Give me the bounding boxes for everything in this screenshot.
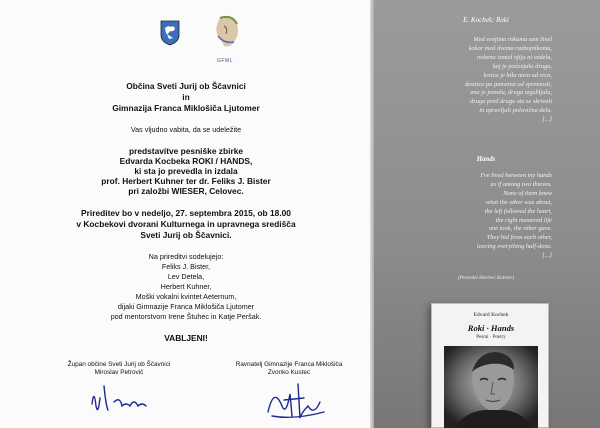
poem-line: Med svojima rokama sem živel	[473, 36, 552, 43]
poem-line: druga pred drugo sta se skrivali	[470, 98, 552, 106]
presentation-line: pri založbi WIESER, Celovec.	[128, 186, 244, 196]
participants-line: Feliks J. Bister,	[161, 262, 211, 271]
poem-line: the left followed the heart,	[484, 207, 552, 215]
participants-line: pod mentorstvom Irene Štuhec in Katje Peršak.	[110, 312, 262, 321]
event-line: Sveti Jurij ob Ščavnici.	[140, 230, 232, 240]
signatory-left-name: Miroslav Petrovič	[94, 369, 144, 376]
poem-line: in opravljali polovična dela.	[479, 107, 552, 115]
host-line-1: Občina Sveti Jurij ob Ščavnici	[126, 81, 246, 91]
poem-line: [...]	[542, 252, 552, 260]
book-author: Edvard Kocbek	[473, 312, 509, 318]
poem-line: levica je bila nora od srca,	[483, 71, 552, 79]
presentation-line: ki sta jo prevedla in izdala	[134, 166, 238, 176]
translator-credit: (Prevedel Herbert Kuhner)	[457, 275, 515, 281]
invite-line: Vas vljudno vabita, da se udeležite	[130, 125, 242, 134]
gfml-logo-text: GFML	[217, 58, 233, 64]
signature-right	[258, 376, 338, 424]
signatory-right-role: Ravnatelj Gimnazije Franca Miklošiča	[235, 361, 343, 368]
poem-line: kakor med dvema razbojnikoma,	[468, 44, 552, 52]
participants-line: Moški vokalni kvintet Aeternum,	[135, 292, 237, 301]
poem-title: E. Kocbek: Roki	[463, 16, 509, 24]
host-line-2: in	[182, 92, 190, 102]
participants-line: dijaki Gimnazije Franca Miklošiča Ljutomer	[117, 302, 255, 311]
participants-line: Na prireditvi sodelujejo:	[148, 252, 224, 261]
poem-line: They hid from each other,	[486, 234, 552, 242]
poem-line: leaving everything half-done.	[476, 243, 552, 251]
signature-left	[86, 376, 162, 420]
book-cover	[431, 303, 549, 428]
poem-line: one took, the other gave.	[488, 225, 552, 233]
host-line-3: Gimnazija Franca Miklošiča Ljutomer	[112, 103, 260, 113]
event-line: v Kocbekovi dvorani Kulturnega in upravnega središča	[76, 219, 296, 229]
presentation-line: Edvarda Kocbeka ROKI / HANDS,	[119, 156, 253, 166]
poem-line: what the other was about,	[485, 198, 552, 206]
book-subtitle: Pesmi · Poetry	[476, 335, 506, 340]
participants-line: Lev Detela,	[167, 272, 205, 281]
author-portrait-image	[444, 346, 538, 428]
presentation-line: predstavitve pesniške zbirke	[128, 146, 244, 156]
poem-line: None of them knew	[503, 189, 552, 197]
book-title: Roki · Hands	[467, 323, 515, 333]
poem-line: as if among two thieves.	[490, 180, 552, 188]
coat-of-arms-icon	[160, 20, 180, 46]
participants-line: Herbert Kuhner,	[160, 282, 212, 291]
signatory-left-role: Župan občine Sveti Jurij ob Ščavnici	[67, 361, 171, 368]
english-poem-title: Hands	[476, 156, 496, 163]
english-poem	[477, 172, 552, 261]
poem-line: nobena izmed njiju ni vedela,	[476, 53, 552, 61]
closing-line: VABLJENI!	[164, 333, 208, 343]
presentation-line: prof. Herbert Kuhner ter dr. Feliks J. Bister	[101, 176, 271, 186]
signatory-right-name: Zvonko Kustec	[267, 369, 311, 376]
poem-line: desnica pa pametna od spretnosti,	[464, 80, 552, 88]
slovene-poem	[465, 36, 552, 125]
gfml-logo-icon	[210, 14, 244, 54]
poem-line: [...]	[542, 116, 552, 124]
poem-line: ena je jemala, druga izgubljala,	[470, 89, 552, 97]
event-line: Prireditev bo v nedeljo, 27. septembra 2015, ob 18.00	[81, 208, 291, 218]
poem-line: I've lived between my hands	[480, 172, 552, 179]
poem-line: the right mastered life	[495, 216, 552, 224]
poem-line: kaj je počenjala druga,	[492, 62, 552, 70]
